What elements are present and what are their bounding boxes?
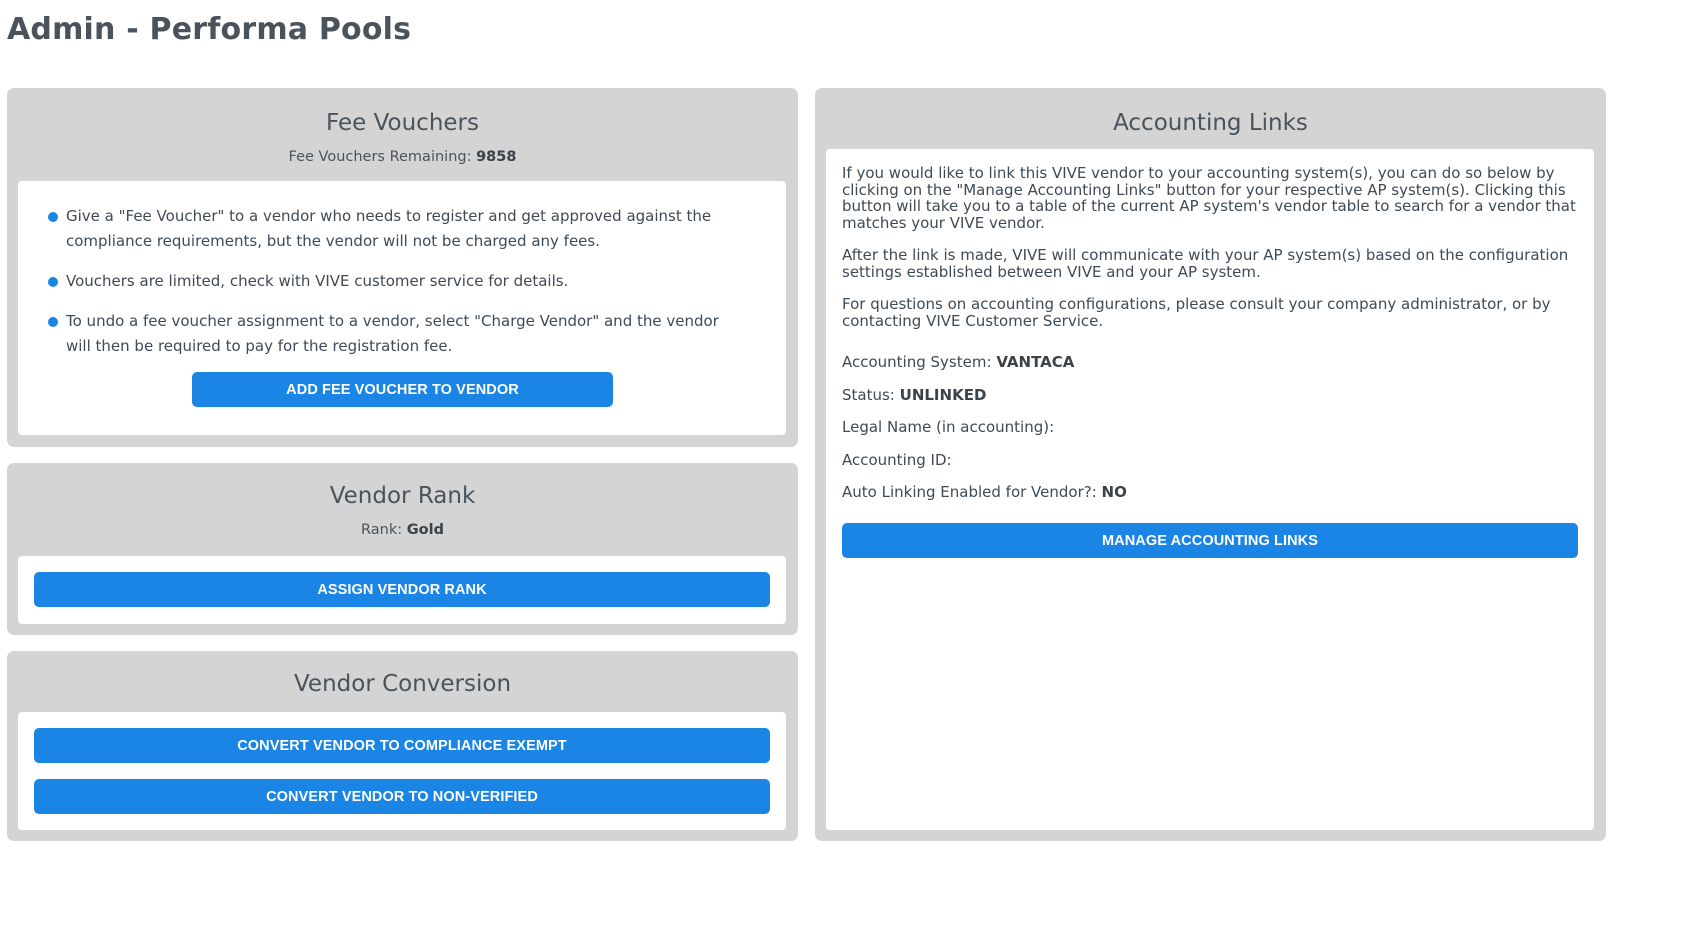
fee-vouchers-panel — [7, 88, 798, 447]
vendor-rank-value-line — [7, 522, 798, 538]
accounting-id-label: Accounting ID: — [842, 450, 952, 469]
list-item — [48, 204, 748, 254]
vendor-rank-value: Gold — [406, 522, 444, 538]
accounting-links-description — [842, 165, 1582, 345]
legal-name-line — [842, 419, 1582, 452]
assign-vendor-rank-button[interactable]: ASSIGN VENDOR RANK — [34, 572, 770, 607]
accounting-id-line — [842, 452, 1582, 485]
auto-linking-label: Auto Linking Enabled for Vendor?: — [842, 483, 1097, 501]
fee-vouchers-remaining — [7, 149, 798, 165]
vendor-conversion-content — [18, 712, 786, 830]
accounting-links-heading: Accounting Links — [1113, 110, 1308, 136]
accounting-status-line — [842, 387, 1582, 420]
convert-to-compliance-exempt-button[interactable]: CONVERT VENDOR TO COMPLIANCE EXEMPT — [34, 728, 770, 763]
bullet-dot-icon — [48, 212, 58, 222]
vendor-conversion-panel — [7, 651, 798, 841]
add-fee-voucher-button[interactable]: ADD FEE VOUCHER TO VENDOR — [192, 372, 613, 407]
convert-to-non-verified-button[interactable]: CONVERT VENDOR TO NON-VERIFIED — [34, 779, 770, 814]
accounting-info — [842, 354, 1582, 517]
vendor-rank-label: Rank: — [361, 522, 403, 538]
vendor-rank-content — [18, 556, 786, 624]
bullet-dot-icon — [48, 317, 58, 327]
fee-vouchers-content — [18, 181, 786, 435]
accounting-system-label: Accounting System: — [842, 353, 992, 371]
accounting-links-paragraph: For questions on accounting configurations, please consult your company administrator, or by contacting VIVE Customer Service. — [842, 295, 1551, 330]
list-item-text: Give a "Fee Voucher" to a vendor who needs to register and get approved against the compliance requirements, but the vendor will not be charged any fees. — [66, 207, 712, 250]
fee-vouchers-heading: Fee Vouchers — [326, 110, 479, 136]
accounting-system-line — [842, 354, 1582, 387]
list-item — [48, 269, 748, 294]
vendor-rank-panel — [7, 463, 798, 635]
bullet-dot-icon — [48, 277, 58, 287]
list-item — [48, 309, 748, 359]
accounting-status-value: UNLINKED — [899, 385, 987, 404]
accounting-system-value: VANTACA — [996, 353, 1075, 371]
page-title: Admin - Performa Pools — [7, 12, 412, 47]
fee-vouchers-info-list — [48, 204, 748, 374]
list-item-text: Vouchers are limited, check with VIVE customer service for details. — [66, 272, 569, 290]
accounting-links-panel — [815, 88, 1606, 841]
accounting-links-content — [826, 149, 1594, 830]
auto-linking-line — [842, 484, 1582, 517]
accounting-links-paragraph: After the link is made, VIVE will communicate with your AP system(s) based on the configuration settings established between VIVE and your AP system. — [842, 246, 1569, 281]
manage-accounting-links-button[interactable]: MANAGE ACCOUNTING LINKS — [842, 523, 1578, 558]
fee-vouchers-remaining-label: Fee Vouchers Remaining: — [288, 149, 472, 165]
list-item-text: To undo a fee voucher assignment to a vendor, select "Charge Vendor" and the vendor will then be required to pay for the registration fee. — [66, 312, 719, 355]
accounting-links-paragraph: If you would like to link this VIVE vendor to your accounting system(s), you can do so below by clicking on the "Manage Accounting Links" button for your respective AP system(s). Clicking this button will take you to a table of the current AP system's vendor table to search for a vendor that matches your VIVE vendor. — [842, 164, 1576, 232]
legal-name-label: Legal Name (in accounting): — [842, 418, 1055, 436]
vendor-rank-heading: Vendor Rank — [329, 483, 476, 509]
fee-vouchers-remaining-value: 9858 — [476, 149, 517, 165]
accounting-status-label: Status: — [842, 385, 895, 404]
auto-linking-value: NO — [1101, 483, 1127, 501]
vendor-conversion-heading: Vendor Conversion — [293, 671, 512, 697]
